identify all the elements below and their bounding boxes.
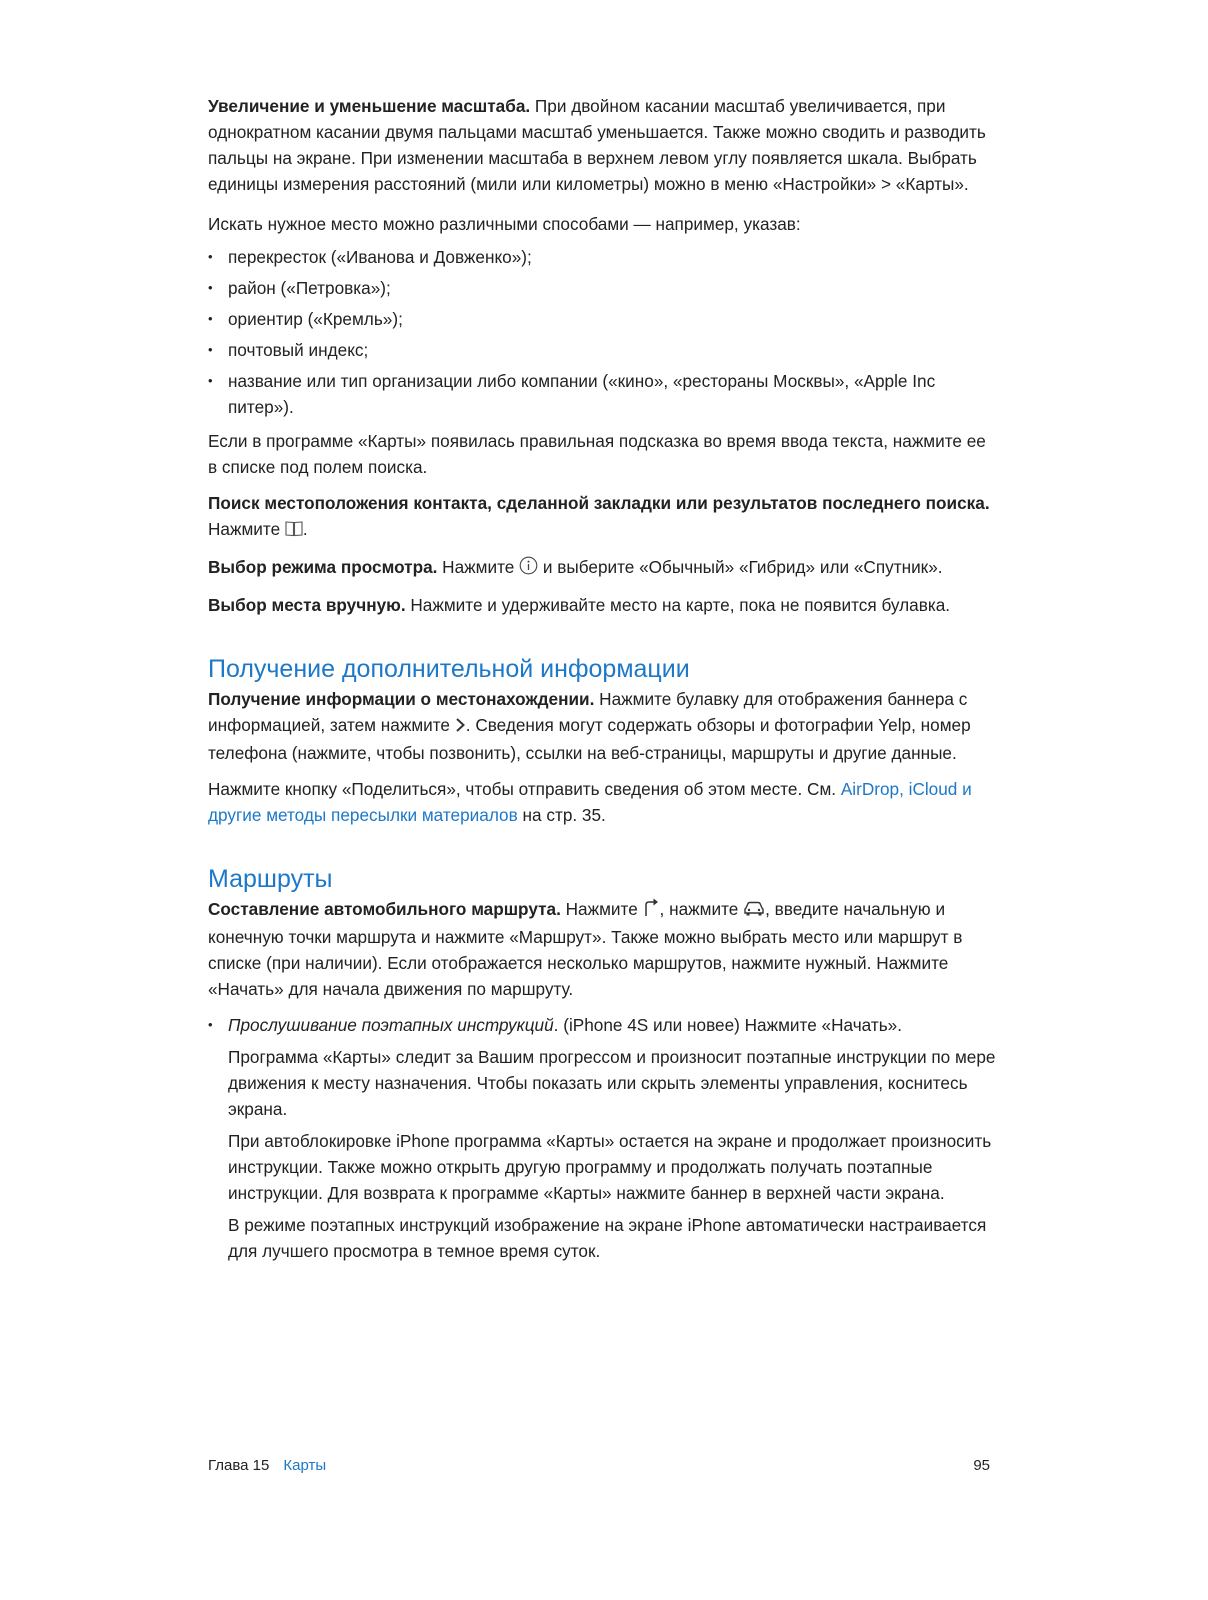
car-route-title: Составление автомобильного маршрута.	[208, 899, 561, 919]
turn-by-turn-title: Прослушивание поэтапных инструкций	[228, 1015, 554, 1035]
contact-search-paragraph	[208, 490, 998, 544]
list-item: • ориентир («Кремль»);	[208, 306, 998, 332]
list-item: • перекресток («Иванова и Довженко»);	[208, 244, 998, 270]
search-list	[208, 244, 998, 420]
suggestion-paragraph: Если в программе «Карты» появилась правильная подсказка во время ввода текста, нажмите ее в списке под полем поиска.	[208, 431, 986, 477]
view-mode-text-end: и выберите «Обычный» «Гибрид» или «Спутник».	[538, 557, 943, 577]
manual-place-title: Выбор места вручную.	[208, 595, 406, 615]
contact-search-text-end: .	[302, 519, 308, 539]
location-info-text-end: . Сведения могут содержать обзоры и фотографии Yelp, номер телефона (нажмите, чтобы позвонить), ссылки на веб-страницы, маршруты и другие данные.	[208, 715, 971, 763]
footer-chapter: Глава 15	[208, 1457, 270, 1474]
section-heading-info: Получение дополнительной информации	[208, 655, 690, 683]
car-icon	[743, 898, 765, 924]
bookmarks-icon	[285, 518, 303, 544]
share-text-end: на стр. 35.	[517, 805, 606, 825]
view-mode-text: Нажмите	[437, 557, 520, 577]
directions-icon	[643, 897, 660, 924]
car-route-text-2: , нажмите	[659, 899, 744, 919]
zoom-paragraph	[208, 93, 998, 197]
car-route-text: Нажмите	[560, 899, 643, 919]
footer-chapter-title: Карты	[283, 1457, 327, 1474]
car-route-text-3: , введите начальную и конечную точки маршрута и нажмите «Маршрут». Также можно выбрать место или маршрут в списке (при наличии). Если отображается несколько маршрутов, нажмите нужный. Нажмите «Начать» для начала движения по маршруту.	[208, 899, 963, 999]
share-text: Нажмите кнопку «Поделиться», чтобы отправить сведения об этом месте. См.	[208, 779, 841, 799]
section-heading-routes: Маршруты	[208, 865, 333, 893]
info-icon	[519, 556, 538, 582]
location-info-text: Нажмите булавку для отображения баннера с информацией, затем нажмите	[208, 689, 968, 735]
contact-search-text: Нажмите	[208, 519, 285, 539]
view-mode-paragraph	[208, 554, 998, 582]
footer-page-number: 95	[973, 1457, 990, 1474]
zoom-title: Увеличение и уменьшение масштаба.	[208, 96, 531, 116]
share-paragraph	[208, 776, 998, 828]
list-item: • название или тип организации либо компании («кино», «рестораны Москвы», «Apple Inc питер»).	[208, 368, 998, 420]
location-info-paragraph	[208, 686, 998, 766]
manual-place-text: Нажмите и удерживайте место на карте, пока не появится булавка.	[405, 595, 951, 615]
list-item: • почтовый индекс;	[208, 337, 998, 363]
car-route-paragraph	[208, 896, 998, 1002]
turn-by-turn-sub-2: При автоблокировке iPhone программа «Карты» остается на экране и продолжает произносить инструкции. Также можно открыть другую программу и продолжать получать поэтапные инструкции. Для возврата к программе «Карты» нажмите баннер в верхней части экрана.	[228, 1131, 992, 1203]
location-info-title: Получение информации о местонахождении.	[208, 689, 595, 709]
manual-place-paragraph	[208, 592, 998, 618]
chevron-right-icon	[455, 714, 466, 740]
document-page	[208, 93, 998, 1270]
turn-by-turn-sub-3: В режиме поэтапных инструкций изображение на экране iPhone автоматически настраивается для лучшего просмотра в темное время суток.	[228, 1215, 987, 1261]
airdrop-link[interactable]: AirDrop, iCloud и другие методы пересылки материалов	[208, 779, 972, 825]
zoom-text: При двойном касании масштаб увеличивается, при однократном касании двумя пальцами масштаб уменьшается. Также можно сводить и разводить пальцы на экране. При изменении масштаба в верхнем левом углу появляется шкала. Выбрать единицы измерения расстояний (мили или километры) можно в меню «Настройки» > «Карты».	[208, 96, 986, 194]
search-intro: Искать нужное место можно различными способами — например, указав:	[208, 214, 801, 234]
turn-by-turn-text: . (iPhone 4S или новее) Нажмите «Начать».	[553, 1015, 902, 1035]
turn-by-turn-sub-1: Программа «Карты» следит за Вашим прогрессом и произносит поэтапные инструкции по мере движения к месту назначения. Чтобы показать или скрыть элементы управления, коснитесь экрана.	[228, 1047, 996, 1119]
page-footer	[208, 1456, 990, 1476]
list-item	[208, 1012, 998, 1038]
contact-search-title: Поиск местоположения контакта, сделанной закладки или результатов последнего поиска.	[208, 493, 990, 513]
view-mode-title: Выбор режима просмотра.	[208, 557, 438, 577]
turn-by-turn-list	[208, 1012, 998, 1038]
list-item: • район («Петровка»);	[208, 275, 998, 301]
